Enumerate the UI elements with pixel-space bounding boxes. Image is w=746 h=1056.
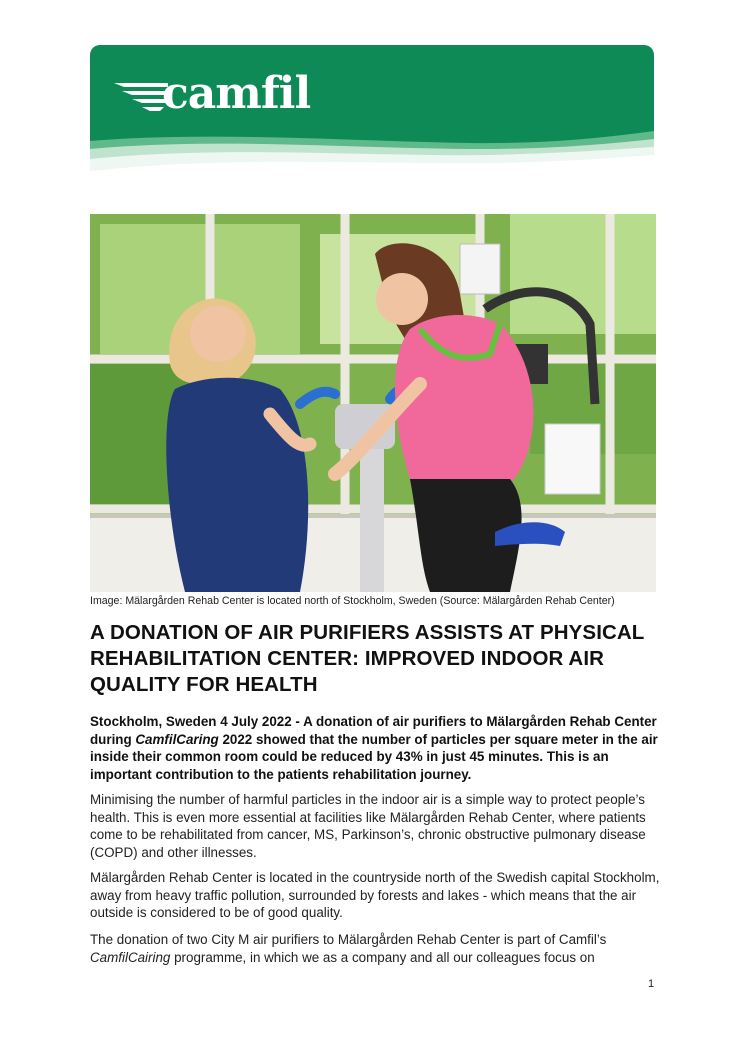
photo-illustration: [90, 214, 656, 592]
lead-italic-camfilcaring: CamfilCaring: [135, 731, 219, 747]
rehab-center-photo: [90, 214, 656, 592]
header-banner: [90, 45, 654, 186]
body-paragraph-2: Mälargården Rehab Center is located in the countryside north of the Swedish capital Stockholm, away from heavy traffic pollution, surrounded by forests and lakes - which means that the air outside is considered to be of good quality.: [90, 870, 660, 920]
lead-text-end: 2022 showed that the number of particles per square meter in the air inside their common room could be reduced by 43% in just 45 minutes. This is an important contribution to the patients rehabilitation journey.: [90, 731, 658, 782]
lead-paragraph: [90, 713, 660, 783]
paragraph-3-italic-camfilcairing: CamfilCairing: [90, 949, 171, 965]
article-title: A DONATION OF AIR PURIFIERS ASSISTS AT PHYSICAL REHABILITATION CENTER: IMPROVED INDOOR AIR QUALITY FOR HEALTH: [90, 621, 645, 696]
body-paragraph-3: [90, 931, 660, 966]
body-paragraph-1: Minimising the number of harmful particles in the indoor air is a simple way to protect people’s health. This is even more essential at facilities like Mälargården Rehab Center, where patients come to be rehabilitated from cancer, MS, Parkinson’s, chronic obstructive pulmonary disease (COPD) and other illnesses.: [90, 792, 646, 860]
camfil-logo-text: camfil: [162, 68, 311, 119]
page-number: 1: [648, 978, 655, 990]
paragraph-3-text-start: The donation of two City M air purifiers to Mälargården Rehab Center is part of Camfil’s: [90, 932, 607, 947]
lead-text-start: Stockholm, Sweden 4 July 2022 - A donation of air purifiers to Mälargården Rehab Center during: [90, 714, 657, 747]
image-caption: Image: Mälargården Rehab Center is located north of Stockholm, Sweden (Source: Mälargården Rehab Center): [90, 595, 615, 607]
paragraph-3-text-end: programme, in which we as a company and all our colleagues focus on: [170, 949, 595, 965]
